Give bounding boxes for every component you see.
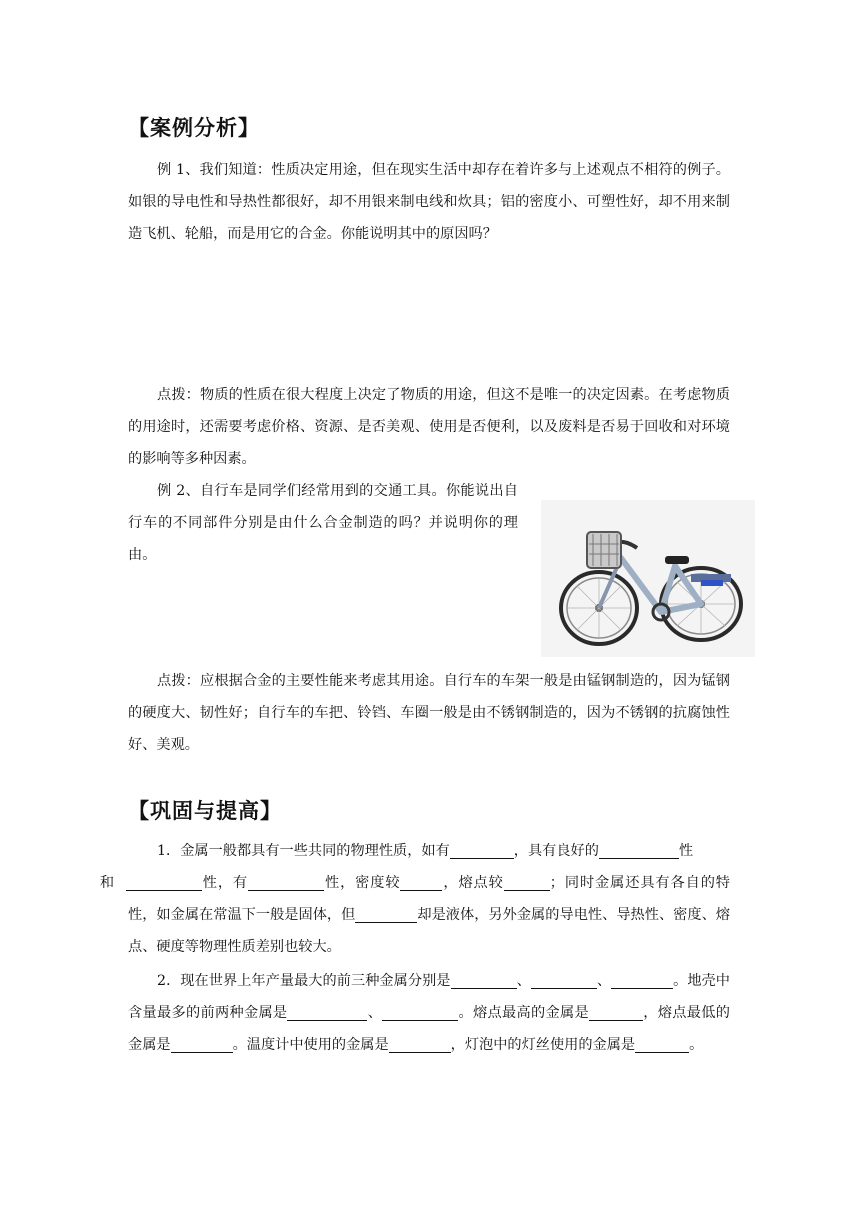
q2-blank-2[interactable] xyxy=(531,972,597,989)
q2-blank-7[interactable] xyxy=(171,1036,233,1053)
q1-text-1: 1．金属一般都具有一些共同的物理性质，如有 xyxy=(157,843,450,859)
example-2-text: 例 2、自行车是同学们经常用到的交通工具。你能说出自行车的不同部件分别是由什么合金制造的吗？并说明你的理由。 xyxy=(128,483,518,563)
q2-text-6: 。熔点最高的金属是 xyxy=(458,1005,589,1021)
q1-text-2: ，具有良好的 xyxy=(513,843,599,859)
q2-blank-3[interactable] xyxy=(611,972,673,989)
q1-text-8: ；同时金属还具有各自的特性，如金属在常温下一般是固体，但 xyxy=(128,875,730,923)
q1-text-4: 和 xyxy=(99,875,116,891)
q2-text-3: 、 xyxy=(596,973,612,989)
bicycle-image xyxy=(541,500,755,657)
q2-blank-6[interactable] xyxy=(589,1004,643,1021)
q2-text-7: ，熔点最低的金属是 xyxy=(128,1005,730,1053)
section-heading-case-analysis: 【案例分析】 xyxy=(128,116,260,140)
q2-blank-9[interactable] xyxy=(635,1036,689,1053)
q2-blank-5[interactable] xyxy=(382,1004,458,1021)
q1-text-5: 性，有 xyxy=(201,875,249,891)
question-1 xyxy=(99,835,730,963)
q1-text-6: 性，密度较 xyxy=(324,875,401,891)
q1-blank-5[interactable] xyxy=(400,874,442,891)
q2-text-9: ，灯泡中的灯丝使用的金属是 xyxy=(450,1037,636,1053)
q2-text-10: 。 xyxy=(689,1037,704,1053)
q1-blank-3[interactable] xyxy=(126,874,202,891)
q1-text-3: 性 xyxy=(678,843,694,859)
q2-blank-1[interactable] xyxy=(451,972,517,989)
q1-blank-1[interactable] xyxy=(450,842,514,859)
section-heading-consolidation: 【巩固与提高】 xyxy=(128,799,282,823)
q1-text-7: ，熔点较 xyxy=(442,875,504,891)
q1-blank-7[interactable] xyxy=(355,906,417,923)
example-1-text: 例 1、我们知道：性质决定用途，但在现实生活中却存在着许多与上述观点不相符的例子。如银的导电性和导热性都很好，却不用银来制电线和炊具；铝的密度小、可塑性好，却不用来制造飞机、轮船，而是用它的合金。你能说明其中的原因吗？ xyxy=(128,162,730,242)
question-2 xyxy=(128,965,730,1061)
hint-1-text: 点拨：物质的性质在很大程度上决定了物质的用途，但这不是唯一的决定因素。在考虑物质的用途时，还需要考虑价格、资源、是否美观、使用是否便利，以及废料是否易于回收和对环境的影响等多种因素。 xyxy=(128,387,730,467)
q2-text-8: 。温度计中使用的金属是 xyxy=(232,1037,389,1053)
q1-text-9: 却是液体，另外金属的导电性、导热性、密度、熔点、硬度等物理性质差别也较大。 xyxy=(128,907,730,955)
q2-blank-8[interactable] xyxy=(389,1036,451,1053)
q1-blank-4[interactable] xyxy=(248,874,324,891)
q2-text-4: 。地壳中含量最多的前两种金属是 xyxy=(128,973,730,1021)
q2-text-2: 、 xyxy=(516,973,531,989)
q2-text-5: 、 xyxy=(367,1005,383,1021)
q2-blank-4[interactable] xyxy=(287,1004,367,1021)
q1-blank-2[interactable] xyxy=(599,842,679,859)
bicycle-icon xyxy=(541,500,755,657)
q2-text-1: 2．现在世界上年产量最大的前三种金属分别是 xyxy=(157,973,451,989)
hint-2-text: 点拨：应根据合金的主要性能来考虑其用途。自行车的车架一般是由锰钢制造的，因为锰钢的硬度大、韧性好；自行车的车把、铃铛、车圈一般是由不锈钢制造的，因为不锈钢的抗腐蚀性好、美观。 xyxy=(128,673,730,753)
q1-blank-6[interactable] xyxy=(504,874,550,891)
